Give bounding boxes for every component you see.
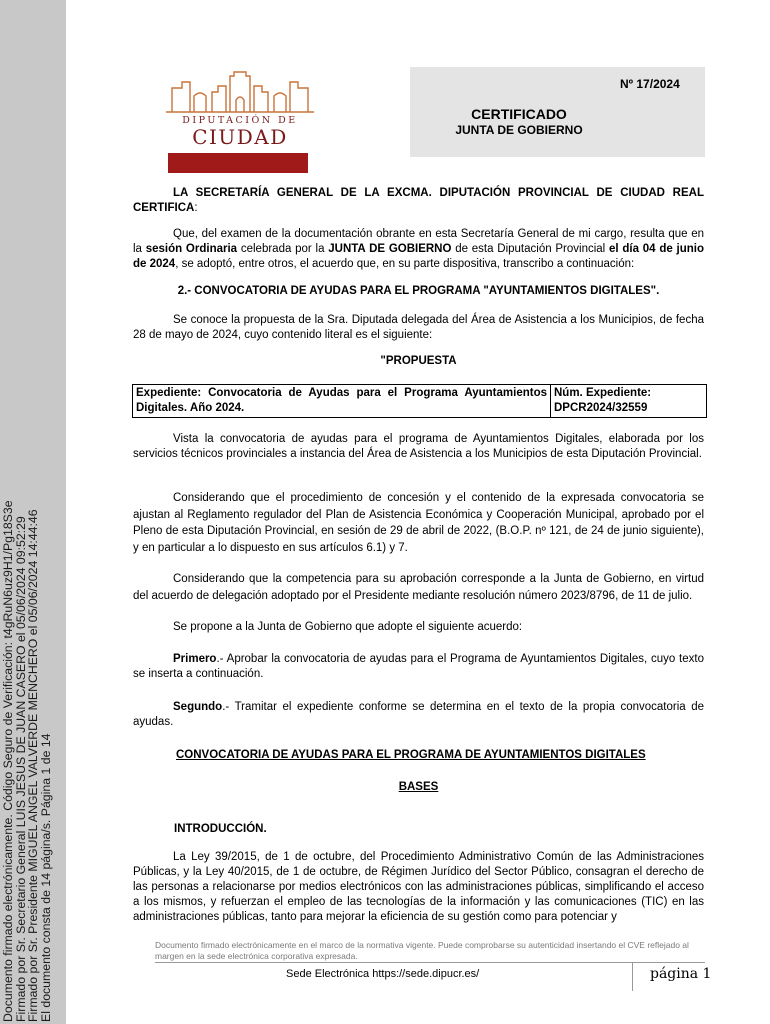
segundo-label: Segundo xyxy=(173,701,223,713)
segundo-paragraph xyxy=(133,700,704,730)
footer-divider xyxy=(155,962,705,963)
expediente-number-value: DPCR2024/32559 xyxy=(554,402,648,414)
certifies-paragraph xyxy=(133,186,704,216)
session-paragraph xyxy=(133,227,704,272)
p1-text-e: de esta Diputación Provincial xyxy=(451,243,610,255)
introduccion-paragraph: La Ley 39/2015, de 1 de octubre, del Procedimiento Administrativo Común de las Administraciones Públicas, y la Ley 40/2015, de 1 de octubre, de Régimen Jurídico del Sector Público, consagran el derecho de las personas a relacionarse por medios electrónicos con las administraciones públicas, simplificando el acceso a los mismos, y refuerzan el empleo de las tecnologías de la información y las comunicaciones (TIC) en las administraciones públicas, tanto para mejorar la eficiencia de su gestión como para potenciar y xyxy=(133,851,704,923)
footer-authenticity-note: Documento firmado electrónicamente en el marco de la normativa vigente. Puede comprobarse su autenticidad insertando el CVE reflejado al margen en la sede electrónica corporativa expresada. xyxy=(155,940,689,961)
primero-text: .- Aprobar la convocatoria de ayudas para el Programa de Ayuntamientos Digitales, cuyo texto se inserta a continuación. xyxy=(133,653,704,680)
introduccion-heading: INTRODUCCIÓN. xyxy=(174,823,267,835)
p1-text-a: Que, del examen de la documentación obrante en esta Secretaría General de mi cargo, resulta que en la xyxy=(133,228,704,255)
certificate-subtitle: JUNTA DE GOBIERNO xyxy=(455,123,583,137)
expediente-number-label: Núm. Expediente: xyxy=(554,387,652,399)
proposal-intro-paragraph: Se conoce la propuesta de la Sra. Diputada delegada del Área de Asistencia a los Municipios, de fecha 28 de mayo de 2024, cuyo contenido literal es el siguiente: xyxy=(133,314,704,341)
p1-text-c: celebrada por la xyxy=(237,243,329,255)
stamp-line-secretary: Firmado por Sr. Secretario General LUIS JESUS DE JUAN CASERO el 05/06/2024 09:52:29 xyxy=(13,516,28,1022)
certificate-title: CERTIFICADO xyxy=(471,106,567,122)
certifies-heading: LA SECRETARÍA GENERAL DE LA EXCMA. DIPUTACIÓN PROVINCIAL DE CIUDAD REAL CERTIFICA xyxy=(133,187,704,214)
bases-title: BASES xyxy=(398,781,439,793)
expediente-table xyxy=(132,384,707,418)
propone-paragraph: Se propone a la Junta de Gobierno que adopte el siguiente acuerdo: xyxy=(173,621,523,633)
logo-text-ciudad-real: CIUDAD xyxy=(192,125,288,149)
considerando-procedimiento-paragraph: Considerando que el procedimiento de concesión y el contenido de la expresada convocatoria se ajustan al Reglamento regulador del Plan de Asistencia Económica y Cooperación Municipal, aprobado por el Pleno de esta Diputación Provincial, en sesión de 29 de abril de 2022, (B.O.P. nº 121, de 24 de junio siguiente), y en particular a lo dispuesto en sus artículos 6.1) y 7. xyxy=(133,492,704,554)
signature-stamp-text xyxy=(2,482,52,1022)
p1-session-date: el día 04 de junio de 2024 xyxy=(133,243,704,270)
footer-separator xyxy=(632,963,633,991)
expediente-description: Expediente: Convocatoria de Ayudas para el Programa Ayuntamientos Digitales. Año 2024. xyxy=(133,385,551,417)
primero-paragraph xyxy=(133,652,704,682)
stamp-line-verification: Documento firmado electrónicamente. Código Seguro de Verificación: t4gRuN6uz9H1/Pg18S3e xyxy=(1,500,15,1022)
certificate-number: Nº 17/2024 xyxy=(620,77,680,91)
expediente-number-cell xyxy=(551,385,706,417)
segundo-text: .- Tramitar el expediente conforme se determina en el texto de la propia convocatoria de ayudas. xyxy=(133,701,704,728)
p1-text-g: , se adoptó, entre otros, el acuerdo que, en su parte dispositiva, transcribo a continuación: xyxy=(175,258,635,270)
proposal-label: "PROPUESTA xyxy=(380,355,457,367)
stamp-line-president: Firmado por Sr. Presidente MIGUEL ANGEL VALVERDE MENCHERO el 05/06/2024 14:44:46 xyxy=(26,509,40,1022)
certifies-colon: : xyxy=(194,202,198,214)
logo-red-band xyxy=(168,153,308,173)
primero-label: Primero xyxy=(173,653,217,665)
considerando-competencia-paragraph: Considerando que la competencia para su aprobación corresponde a la Junta de Gobierno, en virtud del acuerdo de delegación adoptado por el Presidente mediante resolución número 2023/8796, de 11 de julio. xyxy=(133,573,704,602)
stamp-line-pages: El documento consta de 14 página/s. Página 1 de 14 xyxy=(38,733,53,1022)
logo-text-diputacion: DIPUTACIÓN DE xyxy=(182,115,298,126)
convocatoria-title: CONVOCATORIA DE AYUDAS PARA EL PROGRAMA DE AYUNTAMIENTOS DIGITALES xyxy=(176,749,646,761)
p1-body-name: JUNTA DE GOBIERNO xyxy=(328,243,452,255)
vista-paragraph: Vista la convocatoria de ayudas para el programa de Ayuntamientos Digitales, elaborada por los servicios técnicos provinciales a instancia del Área de Asistencia a los Municipios de esta Diputación Provincial. xyxy=(133,433,704,460)
footer-sede-link[interactable]: Sede Electrónica https://sede.dipucr.es/ xyxy=(286,968,480,980)
p1-session-type: sesión Ordinaria xyxy=(145,243,238,255)
agreement-heading: 2.- CONVOCATORIA DE AYUDAS PARA EL PROGRAMA "AYUNTAMIENTOS DIGITALES". xyxy=(177,285,660,297)
verification-side-strip xyxy=(0,0,66,1024)
footer-page-number: página 1 xyxy=(650,966,712,982)
